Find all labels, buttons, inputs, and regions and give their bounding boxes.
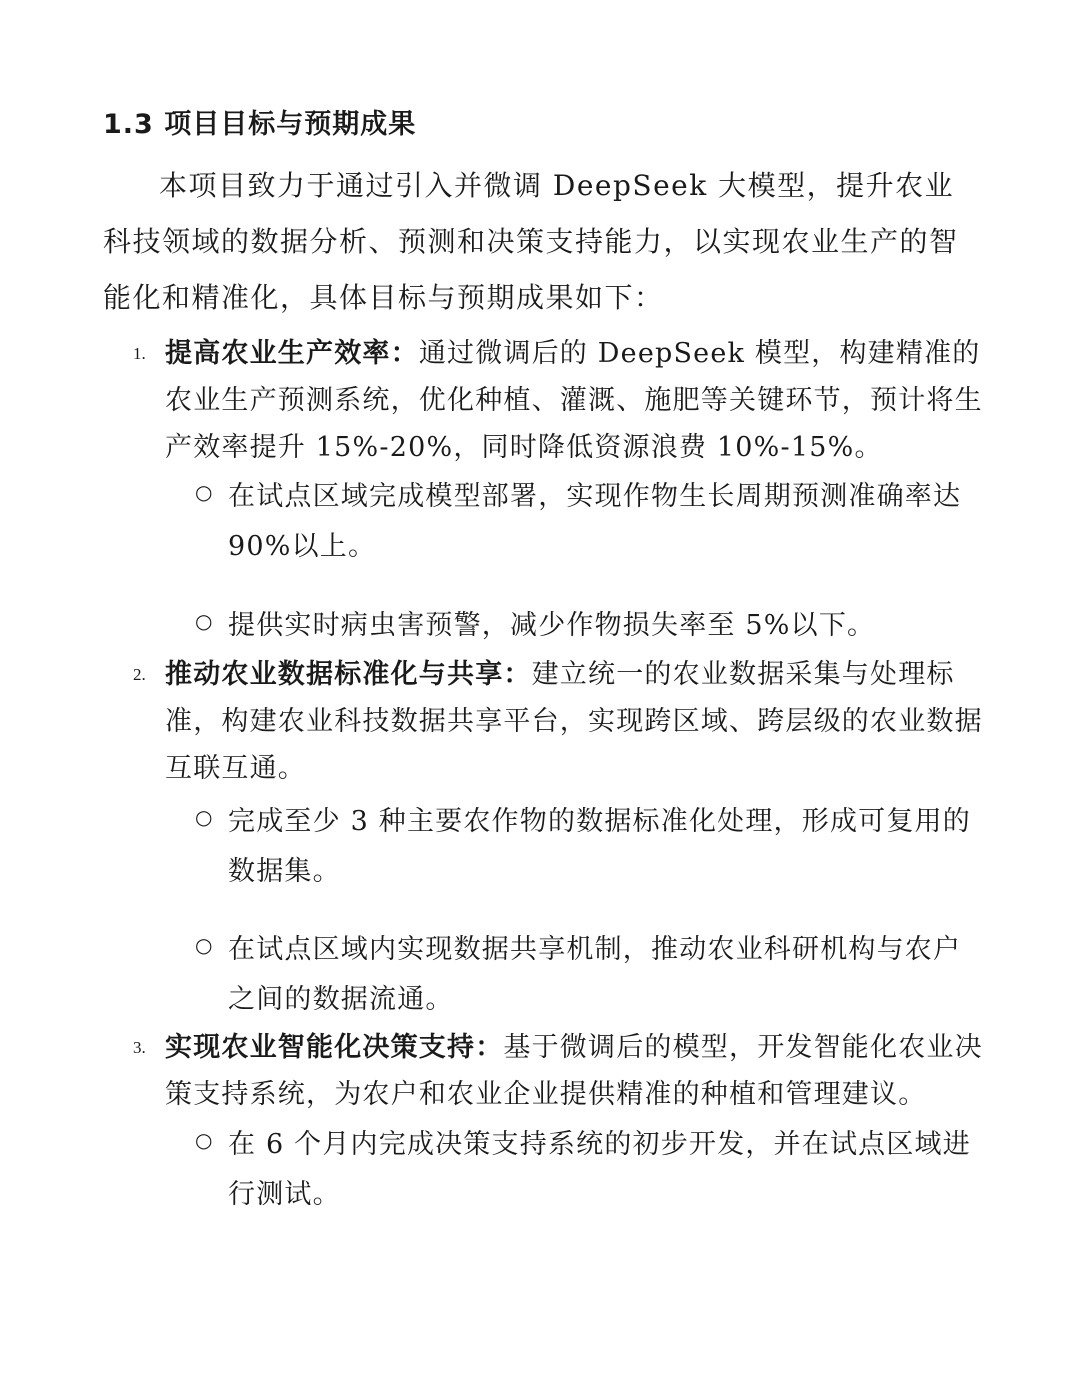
sub-item-text: 在试点区域完成模型部署，实现作物生长周期预测准确率达 90%以上。 [228,481,962,562]
sub-item-2-1 [195,797,985,897]
circle-bullet-icon: ○ [195,1128,213,1152]
list-item-3 [103,1024,983,1118]
list-item-title: 提高农业生产效率： [165,338,419,369]
intro-paragraph: 本项目致力于通过引入并微调 DeepSeek 大模型，提升农业科技领域的数据分析、预测和决策支持能力，以实现农业生产的智能化和精准化，具体目标与预期成果如下： [103,169,959,314]
list-item-text: 建立统一的农业数据采集与处理标准，构建农业科技数据共享平台，实现跨区域、跨层级的农业数据互联互通。 [165,659,983,784]
sub-item-text: 在试点区域内实现数据共享机制，推动农业科研机构与农户之间的数据流通。 [228,934,962,1015]
list-number: 3. [133,1038,146,1057]
list-number: 1. [133,344,146,363]
circle-bullet-icon: ○ [195,609,213,633]
list-item-body [165,330,983,471]
list-item-title: 实现农业智能化决策支持： [165,1032,504,1063]
list-item-body [165,1024,983,1118]
circle-bullet-icon: ○ [195,805,213,829]
list-item-2 [103,651,983,792]
list-item-body [165,651,983,792]
circle-bullet-icon: ○ [195,933,213,957]
sub-item-1-2 [195,601,985,651]
list-item-text: 基于微调后的模型，开发智能化农业决策支持系统，为农户和农业企业提供精准的种植和管理建议。 [165,1032,983,1110]
sub-item-1-1 [195,472,985,572]
list-item-title: 推动农业数据标准化与共享： [165,659,532,690]
sub-item-2-2 [195,925,985,1025]
sub-item-text: 在 6 个月内完成决策支持系统的初步开发，并在试点区域进行测试。 [228,1129,971,1210]
circle-bullet-icon: ○ [195,480,213,504]
sub-item-3-1 [195,1120,985,1220]
list-number: 2. [133,665,146,684]
list-item-text: 通过微调后的 DeepSeek 模型，构建精准的农业生产预测系统，优化种植、灌溉、施肥等关键环节，预计将生产效率提升 15%-20%，同时降低资源浪费 10%-15%。 [165,338,983,463]
sub-item-text: 完成至少 3 种主要农作物的数据标准化处理，形成可复用的数据集。 [228,806,971,887]
section-heading: 1.3 项目目标与预期成果 [103,109,417,140]
sub-item-text: 提供实时病虫害预警，减少作物损失率至 5%以下。 [228,610,876,641]
list-item-1 [103,330,983,471]
